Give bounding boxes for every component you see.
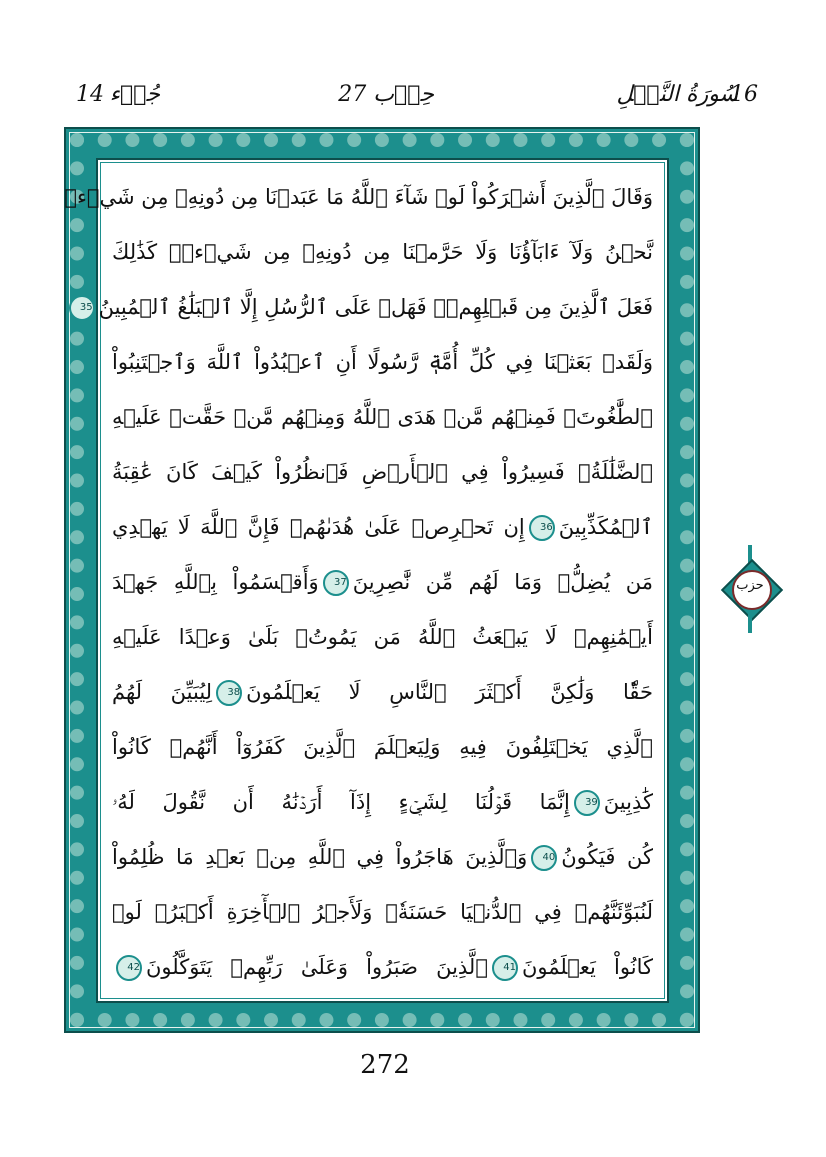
ayah-number-marker: 35: [69, 295, 95, 321]
verse-line: [112, 335, 653, 390]
ayah-number-marker: 41: [492, 955, 518, 981]
verse-text: ٱلَّذِي يَخۡتَلِفُونَ فِيهِ وَلِيَعۡلَمَ ٱلَّذِينَ كَفَرُوٓاْ أَنَّهُمۡ كَانُواْ: [112, 735, 653, 759]
verse-text: لَنُبَوِّئَنَّهُمۡ فِي ٱلدُّنۡيَا حَسَنَةٗۖ وَلَأَجۡرُ ٱلۡأٓخِرَةِ أَكۡبَرُۚ لَوۡ: [112, 900, 653, 924]
verse-line: [112, 665, 653, 720]
verse-line: [112, 500, 653, 555]
verse-line: [112, 555, 653, 610]
verse-text: وَلَقَدۡ بَعَثۡنَا فِي كُلِّ أُمَّةٖ رَّسُولًا أَنِ ٱعۡبُدُواْ ٱللَّهَ وَٱجۡتَنِبُواْ: [112, 350, 653, 374]
verse-line: [112, 940, 653, 995]
verse-text-continued: ٱلَّذِينَ صَبَرُواْ وَعَلَىٰ رَبِّهِمۡ يَتَوَكَّلُونَ: [146, 955, 488, 979]
verse-text: ٱلۡمُكَذِّبِينَ: [558, 515, 653, 539]
juz-label: جُزۡء: [109, 82, 160, 107]
verse-line: [112, 830, 653, 885]
verse-text: كَٰذِبِينَ: [603, 790, 653, 814]
verse-text: كُن فَيَكُونُ: [561, 845, 653, 869]
surah-number: 16: [730, 82, 758, 107]
verse-text: مَن يُضِلُّۖ وَمَا لَهُم مِّن نَّٰصِرِينَ: [352, 570, 653, 594]
verse-text-continued: لِيُبَيِّنَ لَهُمُ: [112, 680, 213, 704]
surah-name: سُورَةُ النَّحۡلِ: [616, 82, 738, 107]
verse-text: فَعَلَ ٱلَّذِينَ مِن قَبۡلِهِمۡۚ فَهَلۡ عَلَى ٱلرُّسُلِ إِلَّا ٱلۡبَلَٰغُ ٱلۡمُبِينُ: [98, 295, 653, 319]
verse-text: ٱلطَّٰغُوتَۖ فَمِنۡهُم مَّنۡ هَدَى ٱللَّهُ وَمِنۡهُم مَّنۡ حَقَّتۡ عَلَيۡهِ: [112, 405, 653, 429]
marker-tip-bottom: [748, 613, 752, 633]
hizb-label: حِزۡب 27: [338, 82, 434, 107]
verse-text: أَيۡمَٰنِهِمۡ لَا يَبۡعَثُ ٱللَّهُ مَن يَمُوتُۚ بَلَىٰ وَعۡدًا عَلَيۡهِ: [112, 625, 653, 649]
hizb-side-marker: [727, 545, 773, 637]
ayah-number-marker: 37: [323, 570, 349, 596]
ayah-number-marker: 39: [574, 790, 600, 816]
verse-text: نَّحۡنُ وَلَآ ءَابَآؤُنَا وَلَا حَرَّمۡنَا مِن دُونِهِۦ مِن شَيۡءٖۚ كَذَٰلِكَ: [112, 240, 653, 264]
ayah-number-marker: 42: [116, 955, 142, 981]
verse-line: [112, 390, 653, 445]
juz-number: 14: [76, 82, 104, 107]
verse-text: كَانُواْ يَعۡلَمُونَ: [521, 955, 653, 979]
verse-line: [79, 280, 653, 335]
verse-text: حَقّٗا وَلَٰكِنَّ أَكۡثَرَ ٱلنَّاسِ لَا يَعۡلَمُونَ: [246, 680, 653, 704]
verse-lines: [64, 170, 653, 995]
verse-line: [112, 775, 653, 830]
ayah-number-marker: 40: [531, 845, 557, 871]
verse-text-continued: وَٱلَّذِينَ هَاجَرُواْ فِي ٱللَّهِ مِنۢ بَعۡدِ مَا ظُلِمُواْ: [112, 845, 528, 869]
verse-text-continued: إِن تَحۡرِصۡ عَلَىٰ هُدَىٰهُمۡ فَإِنَّ ٱللَّهَ لَا يَهۡدِي: [112, 515, 525, 539]
ayah-number-marker: 36: [529, 515, 555, 541]
verse-line: [112, 720, 653, 775]
page-header: [64, 82, 764, 114]
verse-line: [64, 170, 653, 225]
verse-line: [112, 225, 653, 280]
verse-text-continued: إِنَّمَا قَوۡلُنَا لِشَيۡءٍ إِذَآ أَرَدۡنَٰهُ أَن نَّقُولَ لَهُۥ: [112, 790, 570, 814]
verse-text-continued: وَأَقۡسَمُواْ بِٱللَّهِ جَهۡدَ: [112, 570, 319, 594]
verse-line: [112, 885, 653, 940]
page-number: 272: [360, 1050, 410, 1080]
verse-line: [112, 610, 653, 665]
verse-text: وَقَالَ ٱلَّذِينَ أَشۡرَكُواْ لَوۡ شَآءَ ٱللَّهُ مَا عَبَدۡنَا مِن دُونِهِۦ مِن شَيۡءٖ: [64, 185, 653, 209]
ayah-number-marker: 38: [216, 680, 242, 706]
marker-label: حزب: [736, 578, 764, 593]
verse-text: ٱلضَّلَٰلَةُۚ فَسِيرُواْ فِي ٱلۡأَرۡضِ فَٱنظُرُواْ كَيۡفَ كَانَ عَٰقِبَةُ: [112, 460, 653, 484]
verse-line: [112, 445, 653, 500]
